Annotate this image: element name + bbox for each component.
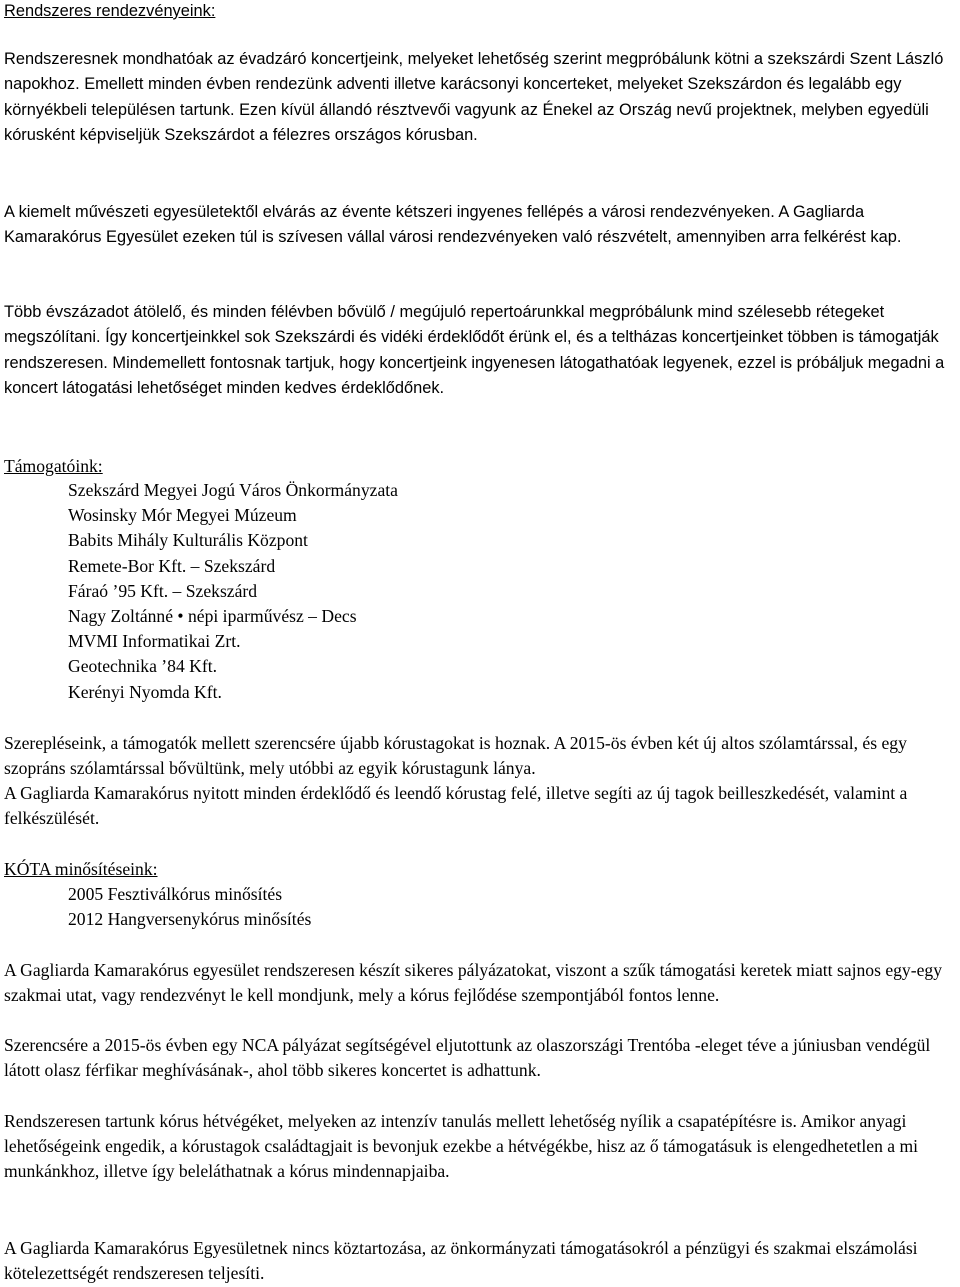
- supporter-item: Babits Mihály Kulturális Központ: [68, 530, 308, 551]
- open-choir-paragraph: A Gagliarda Kamarakórus nyitott minden érdeklődő és leendő kórustag felé, illetve segíti az új tagok beilleszkedését, valamint a felkészülését.: [4, 783, 908, 829]
- weekends-paragraph: Rendszeresen tartunk kórus hétvégéket, melyeken az intenzív tanulás mellett lehetőség nyílik a csapatépítésre is. Amikor anyagi lehetőségeink engedik, a kórustagok családtagjait is bevonjuk ezekbe a hétvégékbe, hisz az ő támogatásuk is elengedhetetlen a mi munkánkhoz, illetve így beleláthatnak a kórus mindennapjaiba.: [4, 1111, 919, 1182]
- supporter-item: MVMI Informatikai Zrt.: [68, 631, 241, 652]
- supporter-item: Remete-Bor Kft. – Szekszárd: [68, 555, 276, 576]
- supporter-item: Nagy Zoltánné • népi iparművész – Decs: [68, 606, 357, 627]
- new-members-paragraph: Szerepléseink, a támogatók mellett szerencsére újabb kórustagokat is hoznak. A 2015-ös évben két új altos szólamtárssal, és egy szopráns szólamtárssal bővültünk, mely utóbbi az egyik kórustagunk lánya.: [4, 733, 907, 779]
- regular-events-heading: Rendszeres rendezvényeink:: [4, 2, 216, 20]
- supporter-item: Geotechnika ’84 Kft.: [68, 656, 218, 677]
- trento-paragraph: Szerencsére a 2015-ös évben egy NCA pályázat segítségével eljutottunk az olaszországi Trentóba -eleget téve a júniusban vendégül látott olasz férfikar meghívásának-, ahol több sikeres koncertet is adhattunk.: [4, 1035, 931, 1081]
- supporters-heading: Támogatóink:: [4, 456, 103, 476]
- city-events-paragraph: A kiemelt művészeti egyesületektől elvárás az évente kétszeri ingyenes fellépés a városi rendezvényeken. A Gagliarda Kamarakórus Egyesület ezeken túl is szívesen vállal városi rendezvényeken való részvételt, amennyiben arra felkérést kap.: [4, 203, 902, 247]
- kota-heading: [4, 857, 956, 882]
- supporter-item: Wosinsky Mór Megyei Múzeum: [68, 505, 297, 526]
- supporter-item: Szekszárd Megyei Jogú Város Önkormányzata: [68, 480, 398, 500]
- supporters-list: [68, 478, 398, 705]
- supporter-item: Fáraó ’95 Kft. – Szekszárd: [68, 580, 258, 601]
- kota-heading-text: KÓTA minősítéseink:: [4, 859, 158, 879]
- kota-item: 2005 Fesztiválkórus minősítés: [68, 884, 283, 904]
- supporter-item: Kerényi Nyomda Kft.: [68, 681, 222, 702]
- grants-paragraph: A Gagliarda Kamarakórus egyesület rendszeresen készít sikeres pályázatokat, viszont a szűk támogatási keretek miatt sajnos egy-egy szakmai utat, vagy rendezvényt le kell mondjunk, mely a kórus fejlődése szempontjából fontos lenne.: [4, 960, 942, 1006]
- finances-paragraph: A Gagliarda Kamarakórus Egyesületnek nincs köztartozása, az önkormányzati támogatásokról a pénzügyi és szakmai elszámolási kötelezettségét rendszeresen teljesíti.: [4, 1238, 918, 1284]
- regular-events-paragraph: Rendszeresnek mondhatóak az évadzáró koncertjeink, melyeket lehetőség szerint megpróbálunk kötni a szekszárdi Szent László napokhoz. Emellett minden évben rendezünk adventi illetve karácsonyi koncerteket, melyeket Szekszárdon és legalább egy környékbeli településen tartunk. Ezen kívül állandó résztvevői vagyunk az Énekel az Ország nevű projektnek, melyben egyedüli kórusként képviseljük Szekszárdot a félezres országos kórusban.: [4, 50, 944, 145]
- kota-item: 2012 Hangversenykórus minősítés: [68, 909, 312, 930]
- repertoire-paragraph: Több évszázadot átölelő, és minden félévben bővülő / megújuló repertoárunkkal megpróbálunk mind szélesebb rétegeket megszólítani. Így koncertjeinkkel sok Szekszárdi és vidéki érdeklődőt érünk el, és a teltházas koncertjeinket többen is támogatják rendszeresen. Mindemellett fontosnak tartjuk, hogy koncertjeink ingyenesen látogathatóak legyenek, ezzel is próbáljuk megadni a koncert látogatási lehetőséget minden kedves érdeklődőnek.: [4, 303, 945, 398]
- kota-list: [68, 882, 311, 932]
